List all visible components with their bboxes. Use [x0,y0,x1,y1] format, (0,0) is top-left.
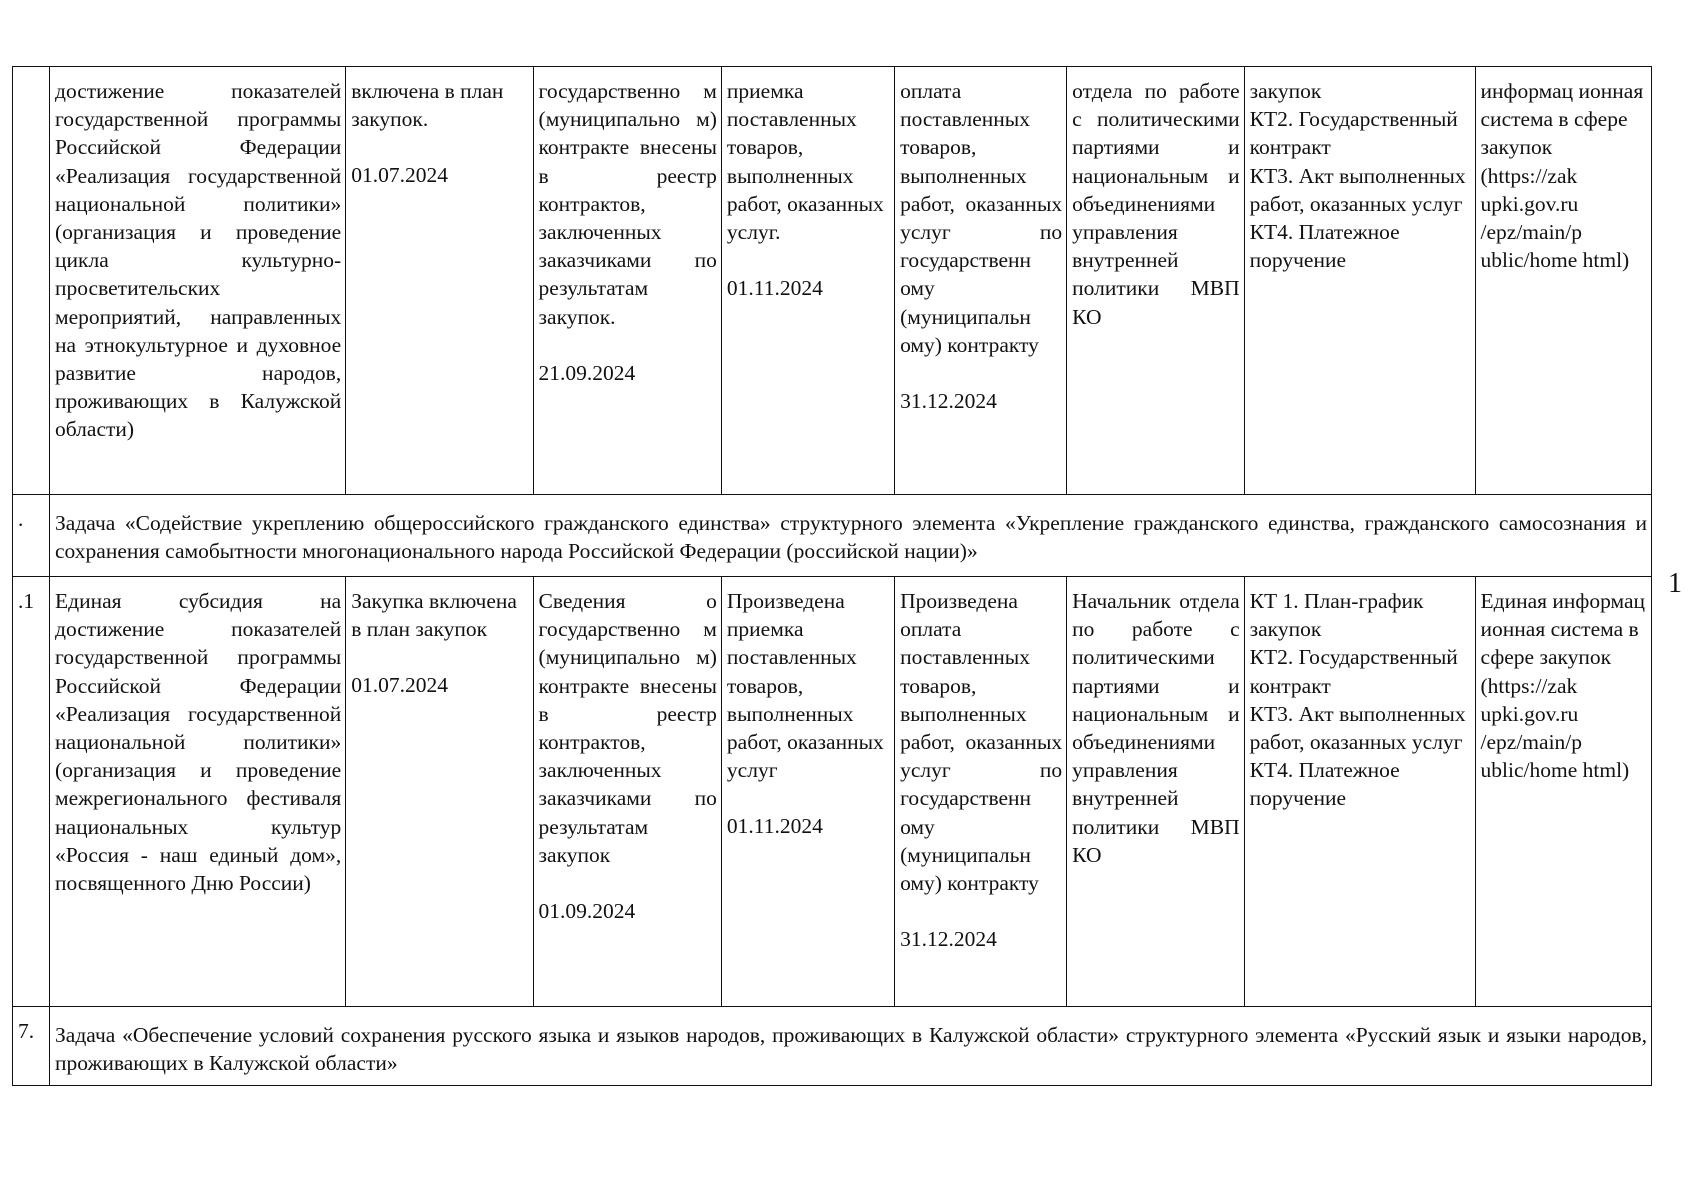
task-row [13,1007,1652,1086]
row-number [13,67,50,495]
payment-text: Произведена оплата поставленных товаров, выполненных работ, оказанных услуг по государственн ому (муниципальн ому) контракту [900,589,1063,896]
acceptance-date: 01.11.2024 [726,814,823,839]
contract-date: 21.09.2024 [538,360,636,385]
table-row [13,67,1652,495]
payment-cell [895,67,1067,495]
payment-date: 31.12.2024 [900,927,997,952]
acceptance-cell [721,67,894,495]
acceptance-text: приемка поставленных товаров, выполненных работ, оказанных услуг. [726,79,884,245]
acceptance-cell [721,577,894,1007]
contract-cell [533,577,721,1007]
control-point-date: 01.07.2024 [351,673,448,698]
event-description: Единая субсидия на достижение показателей государственной программы Российской Федерации «Реализация государственной национальной политики» (организация и проведение межрегионального фестиваля национальных культур «Россия - наш единый дом», посвященного Дню России) [50,577,346,1007]
contract-date: 01.09.2024 [538,899,636,924]
event-description: достижение показателей государственной программы Российской Федерации «Реализация государственной национальной политики» (организация и проведение цикла культурно-просветительских мероприятий, направленных на этнокультурное и духовное развитие народов, проживающих в Калужской области) [50,67,346,495]
row-number: 7. [13,1007,50,1086]
information-system-cell: Единая информац ионная система в сфере закупок (https://zak upki.gov.ru /epz/main/p ublic/home html) [1475,577,1651,1007]
contract-text: государственно м (муниципально м) контракте внесены в реестр контрактов, заключенных заказчиками по результатам закупок. [538,79,717,329]
payment-text: оплата поставленных товаров, выполненных работ, оказанных услуг по государственн ому (муниципальн ому) контракту [900,79,1063,357]
contract-text: Сведения о государственно м (муниципально м) контракте внесены в реестр контрактов, заключенных заказчиками по результатам закупок [538,589,717,867]
margin-mark: 1 [1668,568,1682,599]
control-point-cell [346,577,533,1007]
task-title: Задача «Содействие укреплению общероссийского гражданского единства» структурного элемента «Укрепление гражданского единства, гражданского самосознания и сохранения самобытности многонационального народа Российской Федерации (российской нации)» [50,495,1652,577]
control-point-cell [346,67,533,495]
plan-table [12,66,1652,1086]
row-number: .1 [13,577,50,1007]
table-row [13,577,1652,1007]
information-system-cell: информац ионная система в сфере закупок (https://zak upki.gov.ru /epz/main/p ublic/home html) [1475,67,1651,495]
control-point-text: включена в план закупок. [351,79,504,132]
acceptance-date: 01.11.2024 [726,276,823,301]
control-point-text: Закупка включена в план закупок [351,589,517,642]
contract-cell [533,67,721,495]
payment-date: 31.12.2024 [900,389,997,414]
task-row [13,495,1652,577]
acceptance-text: Произведена приемка поставленных товаров, выполненных работ, оказанных услуг [726,589,884,783]
row-number: . [13,495,50,577]
responsible-cell: Начальник отдела по работе с политическими партиями и национальным и объединениями управления внутренней политики МВП КО [1067,577,1245,1007]
control-point-date: 01.07.2024 [351,163,448,188]
responsible-cell: отдела по работе с политическими партиями и национальным и объединениями управления внутренней политики МВП КО [1067,67,1245,495]
task-title: Задача «Обеспечение условий сохранения русского языка и языков народов, проживающих в Калужской области» структурного элемента «Русский язык и языки народов, проживающих в Калужской области» [50,1007,1652,1086]
documents-cell: закупок КТ2. Государственный контракт КТ3. Акт выполненных работ, оказанных услуг КТ4. Платежное поручение [1244,67,1475,495]
documents-cell: КТ 1. План-график закупок КТ2. Государственный контракт КТ3. Акт выполненных работ, оказанных услуг КТ4. Платежное поручение [1244,577,1475,1007]
payment-cell [895,577,1067,1007]
